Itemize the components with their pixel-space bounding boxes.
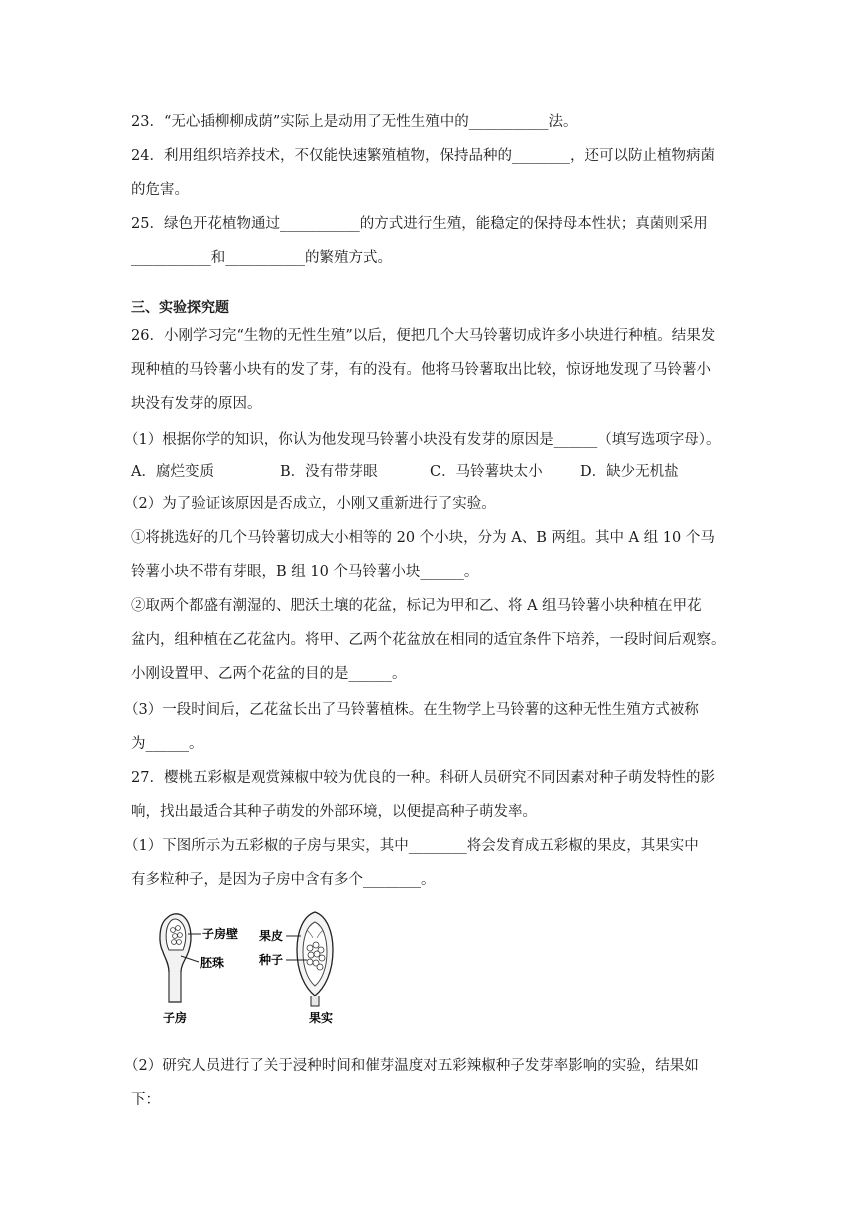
option-b: B．没有带芽眼 [280,464,378,480]
question-26-line-3: 块没有发芽的原因。 [131,396,262,412]
question-27-part-1-line-2: 有多粒种子，是因为子房中含有多个________。 [131,872,436,888]
question-26-part-3-line-1: （3）一段时间后，乙花盆长出了马铃薯植株。在生物学上马铃薯的这种无性生殖方式被称 [124,702,699,718]
label-ovary: 子房 [163,1011,188,1025]
question-27-part-1-line-1: （1）下图所示为五彩椒的子房与果实，其中________将会发育成五彩椒的果皮，其果实中 [124,838,699,854]
question-24-line-2: 的危害。 [131,182,189,198]
label-seed: 种子 [259,953,284,967]
question-27-part-2-line-2: 下： [131,1092,160,1108]
question-25-line-2: ___________和___________的繁殖方式。 [131,250,392,266]
option-c: C．马铃薯块太小 [430,464,543,480]
question-25-line-1: 25．绿色开花植物通过___________的方式进行生殖，能稳定的保持母本性状；真菌则采用 [131,216,708,232]
section-heading-experiment: 三、实验探究题 [131,300,229,316]
question-26-step-2-line-2: 盆内，组种植在乙花盆内。将甲、乙两个花盆放在相同的适宜条件下培养，一段时间后观察。 [131,632,726,648]
question-26-part-2: （2）为了验证该原因是否成立，小刚又重新进行了实验。 [124,496,496,512]
question-26-step-2-line-3: 小刚设置甲、乙两个花盆的目的是______。 [131,666,407,682]
label-pericarp: 果皮 [259,929,284,943]
label-ovule: 胚珠 [200,956,225,970]
question-26-step-2-line-1: ②取两个都盛有潮湿的、肥沃土壤的花盆，标记为甲和乙、将 A 组马铃薯小块种植在甲花 [131,598,702,614]
option-d: D．缺少无机盐 [580,464,679,480]
question-27-line-1: 27．樱桃五彩椒是观赏辣椒中较为优良的一种。科研人员研究不同因素对种子萌发特性的影 [131,770,715,786]
ovary-drawing [160,914,201,1002]
question-23: 23．“无心插柳柳成荫”实际上是动用了无性生殖中的___________法。 [131,114,578,130]
question-26-part-3-line-2: 为______。 [131,736,204,752]
question-24-line-1: 24．利用组织培养技术，不仅能快速繁殖植物，保持品种的________，还可以防止植物病菌 [131,148,715,164]
question-26-step-1-line-2: 铃薯小块不带有芽眼，B 组 10 个马铃薯小块______。 [131,564,479,580]
label-ovary-wall: 子房壁 [202,927,239,941]
label-fruit: 果实 [309,1011,334,1025]
question-26-part-1: （1）根据你学的知识，你认为他发现马铃薯小块没有发芽的原因是______（填写选项字母）。 [124,432,721,448]
question-27-part-2-line-1: （2）研究人员进行了关于浸种时间和催芽温度对五彩辣椒种子发芽率影响的实验，结果如 [124,1058,699,1074]
option-a: A．腐烂变质 [131,464,214,480]
question-26-step-1-line-1: ①将挑选好的几个马铃薯切成大小相等的 20 个小块，分为 A、B 两组。其中 A 组 10 个马 [131,530,715,546]
fruit-drawing [286,912,333,1006]
ovary-fruit-figure [155,910,355,1030]
question-26-line-2: 现种植的马铃薯小块有的发了芽，有的没有。他将马铃薯取出比较，惊讶地发现了马铃薯小 [131,362,711,378]
question-27-line-2: 响，找出最适合其种子萌发的外部环境，以便提高种子萌发率。 [131,804,537,820]
question-26-line-1: 26．小刚学习完“生物的无性生殖”以后，便把几个大马铃薯切成许多小块进行种植。结果发 [131,328,716,344]
